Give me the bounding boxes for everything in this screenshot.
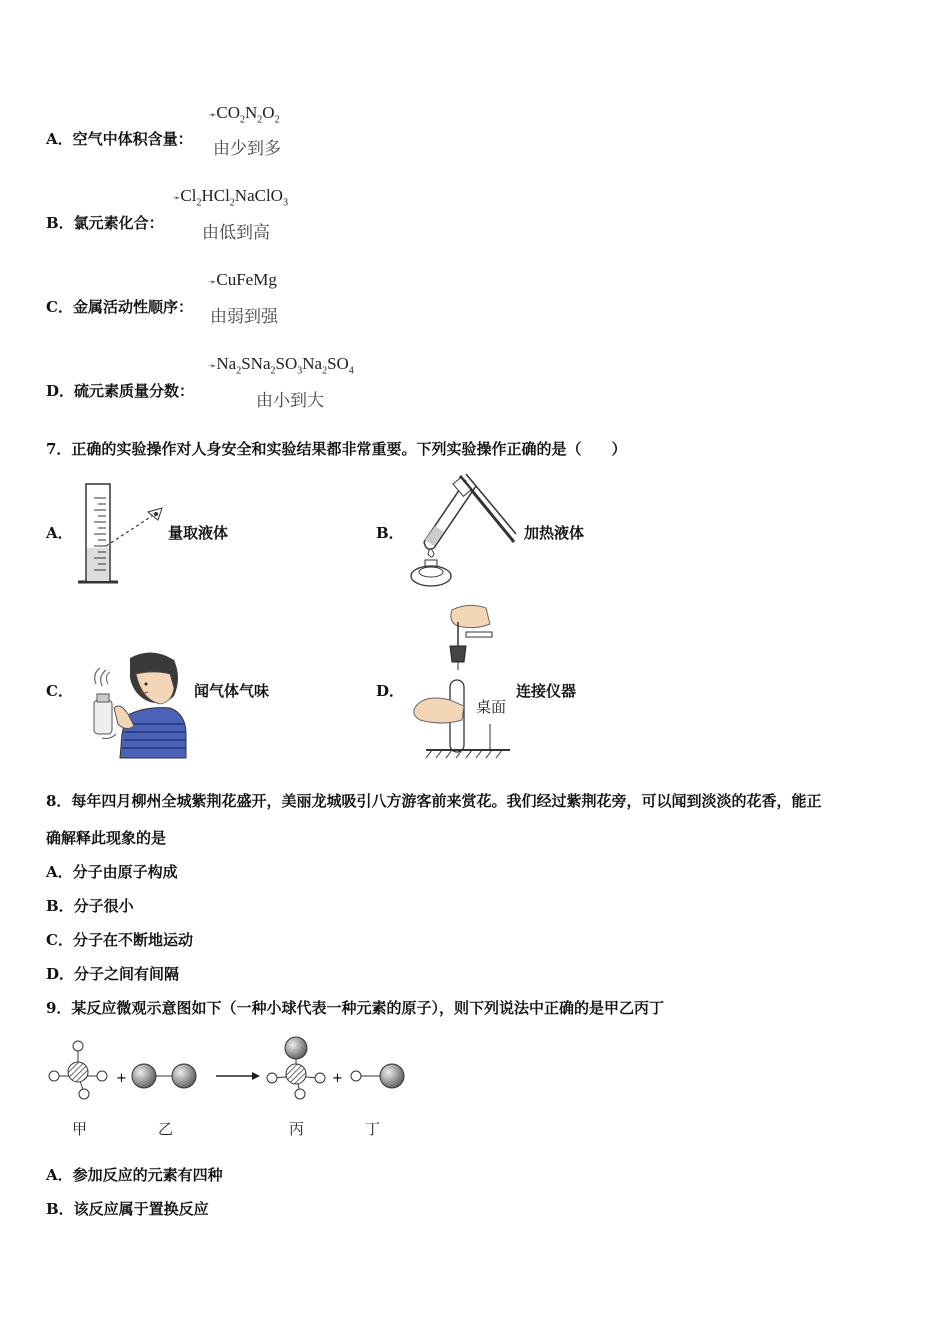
diagram-label-yi: 乙 — [158, 1120, 174, 1138]
q7-option-d-desk-label: 桌面 — [476, 698, 507, 716]
q6-option-c-order: 由弱到强 — [210, 307, 278, 327]
q6-option-c-label: C．金属活动性顺序： — [46, 298, 193, 316]
q7-option-b-caption: 加热液体 — [524, 524, 585, 542]
q8-option-c: C．分子在不断地运动 — [46, 931, 193, 949]
arrow-icon: ➛ — [172, 193, 181, 204]
molecule-yi — [132, 1064, 196, 1088]
q6-option-a-formula: $➛CO_2N_2O_2$ — [208, 103, 280, 126]
heating-test-tube-illustration — [404, 472, 520, 590]
diagram-label-bing: 丙 — [289, 1120, 305, 1138]
arrow-icon: ➛ — [208, 110, 217, 121]
q6-option-a-order: 由少到多 — [213, 139, 281, 159]
q7-option-c-caption: 闻气体气味 — [194, 682, 270, 700]
q9-option-a: A．参加反应的元素有四种 — [46, 1166, 223, 1184]
molecule-ding — [351, 1064, 404, 1088]
q7-option-a-caption: 量取液体 — [168, 524, 229, 542]
q6-option-b-order: 由低到高 — [202, 223, 270, 243]
q7-option-d-caption: 连接仪器 — [516, 682, 577, 700]
smelling-gas-illustration — [74, 644, 192, 760]
q8-option-a: A．分子由原子构成 — [46, 863, 178, 881]
q8-option-b: B．分子很小 — [46, 897, 134, 915]
q6-option-d-formula: $➛Na_2SNa_2SO_3Na_2SO_4$ — [208, 354, 354, 377]
q9-stem: 9．某反应微观示意图如下（一种小球代表一种元素的原子），则下列说法中正确的是甲乙丙丁 — [46, 999, 664, 1017]
diagram-label-jia: 甲 — [72, 1120, 88, 1138]
q7-option-b-letter: B． — [376, 524, 404, 542]
diagram-label-ding: 丁 — [365, 1120, 381, 1138]
q7-option-d-letter: D． — [376, 682, 405, 700]
connecting-apparatus-illustration — [406, 602, 516, 762]
q7-option-c-letter: C． — [46, 682, 73, 700]
q8-stem-line1: 8．每年四月柳州全城紫荆花盛开，美丽龙城吸引八方游客前来赏花。我们经过紫荆花旁，可以闻到淡淡的花香，能正 — [46, 792, 822, 810]
q6-option-d-label: D．硫元素质量分数： — [46, 382, 195, 400]
q6-option-d-order: 由小到大 — [256, 391, 324, 411]
q8-stem-line2: 确解释此现象的是 — [46, 829, 167, 847]
q6-option-a-label: A．空气中体积含量： — [46, 130, 193, 148]
q7-option-a-letter: A． — [46, 524, 73, 542]
plus-sign-1: + — [116, 1071, 127, 1086]
molecule-jia — [49, 1041, 107, 1099]
q6-option-b-formula: $➛Cl_2HCl_2NaClO_3$ — [172, 186, 288, 209]
q6-option-c-formula: ➛CuFeMg — [208, 270, 277, 289]
arrow-icon: ➛ — [208, 277, 217, 288]
reaction-diagram — [44, 1034, 414, 1104]
q9-option-b: B．该反应属于置换反应 — [46, 1200, 209, 1218]
q8-option-d: D．分子之间有间隔 — [46, 965, 180, 983]
plus-sign-2: + — [332, 1071, 343, 1086]
molecule-bing — [267, 1037, 325, 1099]
q7-stem: 7．正确的实验操作对人身安全和实验结果都非常重要。下列实验操作正确的是（ ） — [46, 440, 627, 458]
arrow-icon: ➛ — [208, 361, 217, 372]
graduated-cylinder-illustration — [72, 478, 172, 588]
q6-option-b-label: B．氯元素化合： — [46, 214, 164, 232]
